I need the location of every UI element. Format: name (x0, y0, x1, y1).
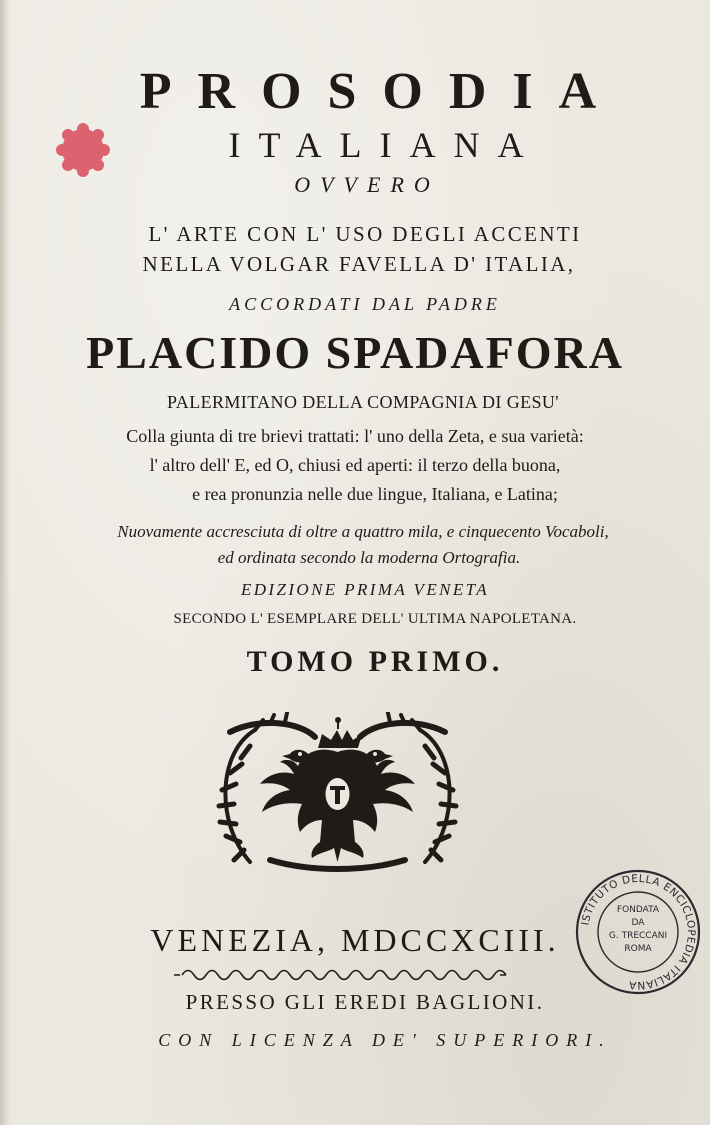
author-name: PLACIDO SPADAFORA (86, 327, 624, 378)
publisher-line: PRESSO GLI EREDI BAGLIONI. (185, 990, 545, 1014)
supplement-line-1: Colla giunta di tre brievi trattati: l' uno della Zeta, e sua varietà: (126, 426, 584, 446)
library-stamp-outer-text: ISTITUTO DELLA ENCICLOPEDIA ITALIANA (579, 872, 698, 992)
library-stamp-line-3: G. TRECCANI (608, 931, 668, 941)
book-title: PROSODIA (139, 63, 623, 120)
supplement-line-3: e rea pronunzia nelle due lingue, Italiana, e Latina; (192, 484, 558, 504)
supplement-line-2: l' altro dell' E, ed O, chiusi ed aperti: il terzo della buona, (149, 455, 561, 475)
license-line: CON LICENZA DE' SUPERIORI. (158, 1030, 612, 1050)
accordati-line: ACCORDATI DAL PADRE (229, 294, 501, 314)
augmented-line-2: ed ordinata secondo la moderna Ortografia. (217, 548, 521, 567)
augmented-line-1: Nuovamente accresciuta di oltre a quattro mila, e cinquecento Vocaboli, (117, 522, 609, 541)
ornamental-rule (170, 968, 510, 982)
library-stamp-line-2: DA (631, 918, 645, 928)
volume-line: TOMO PRIMO. (246, 645, 504, 678)
description-line-2: NELLA VOLGAR FAVELLA D' ITALIA, (142, 252, 576, 276)
library-stamp-line-4: ROMA (624, 944, 652, 954)
crowned-double-headed-eagle-icon (210, 712, 465, 872)
place-and-date: VENEZIA, MDCCXCIII. (150, 922, 560, 958)
library-stamp-line-1: FONDATA (616, 905, 660, 915)
description-line-1: L' ARTE CON L' USO DEGLI ACCENTI (148, 222, 582, 246)
book-subtitle: ITALIANA (228, 125, 542, 165)
author-affiliation: PALERMITANO DELLA COMPAGNIA DI GESU' (167, 392, 559, 412)
edition-source-line: SECONDO L' ESEMPLARE DELL' ULTIMA NAPOLETANA. (173, 611, 577, 627)
ovvero-line: OVVERO (294, 172, 440, 197)
edition-line: EDIZIONE PRIMA VENETA (240, 580, 490, 599)
